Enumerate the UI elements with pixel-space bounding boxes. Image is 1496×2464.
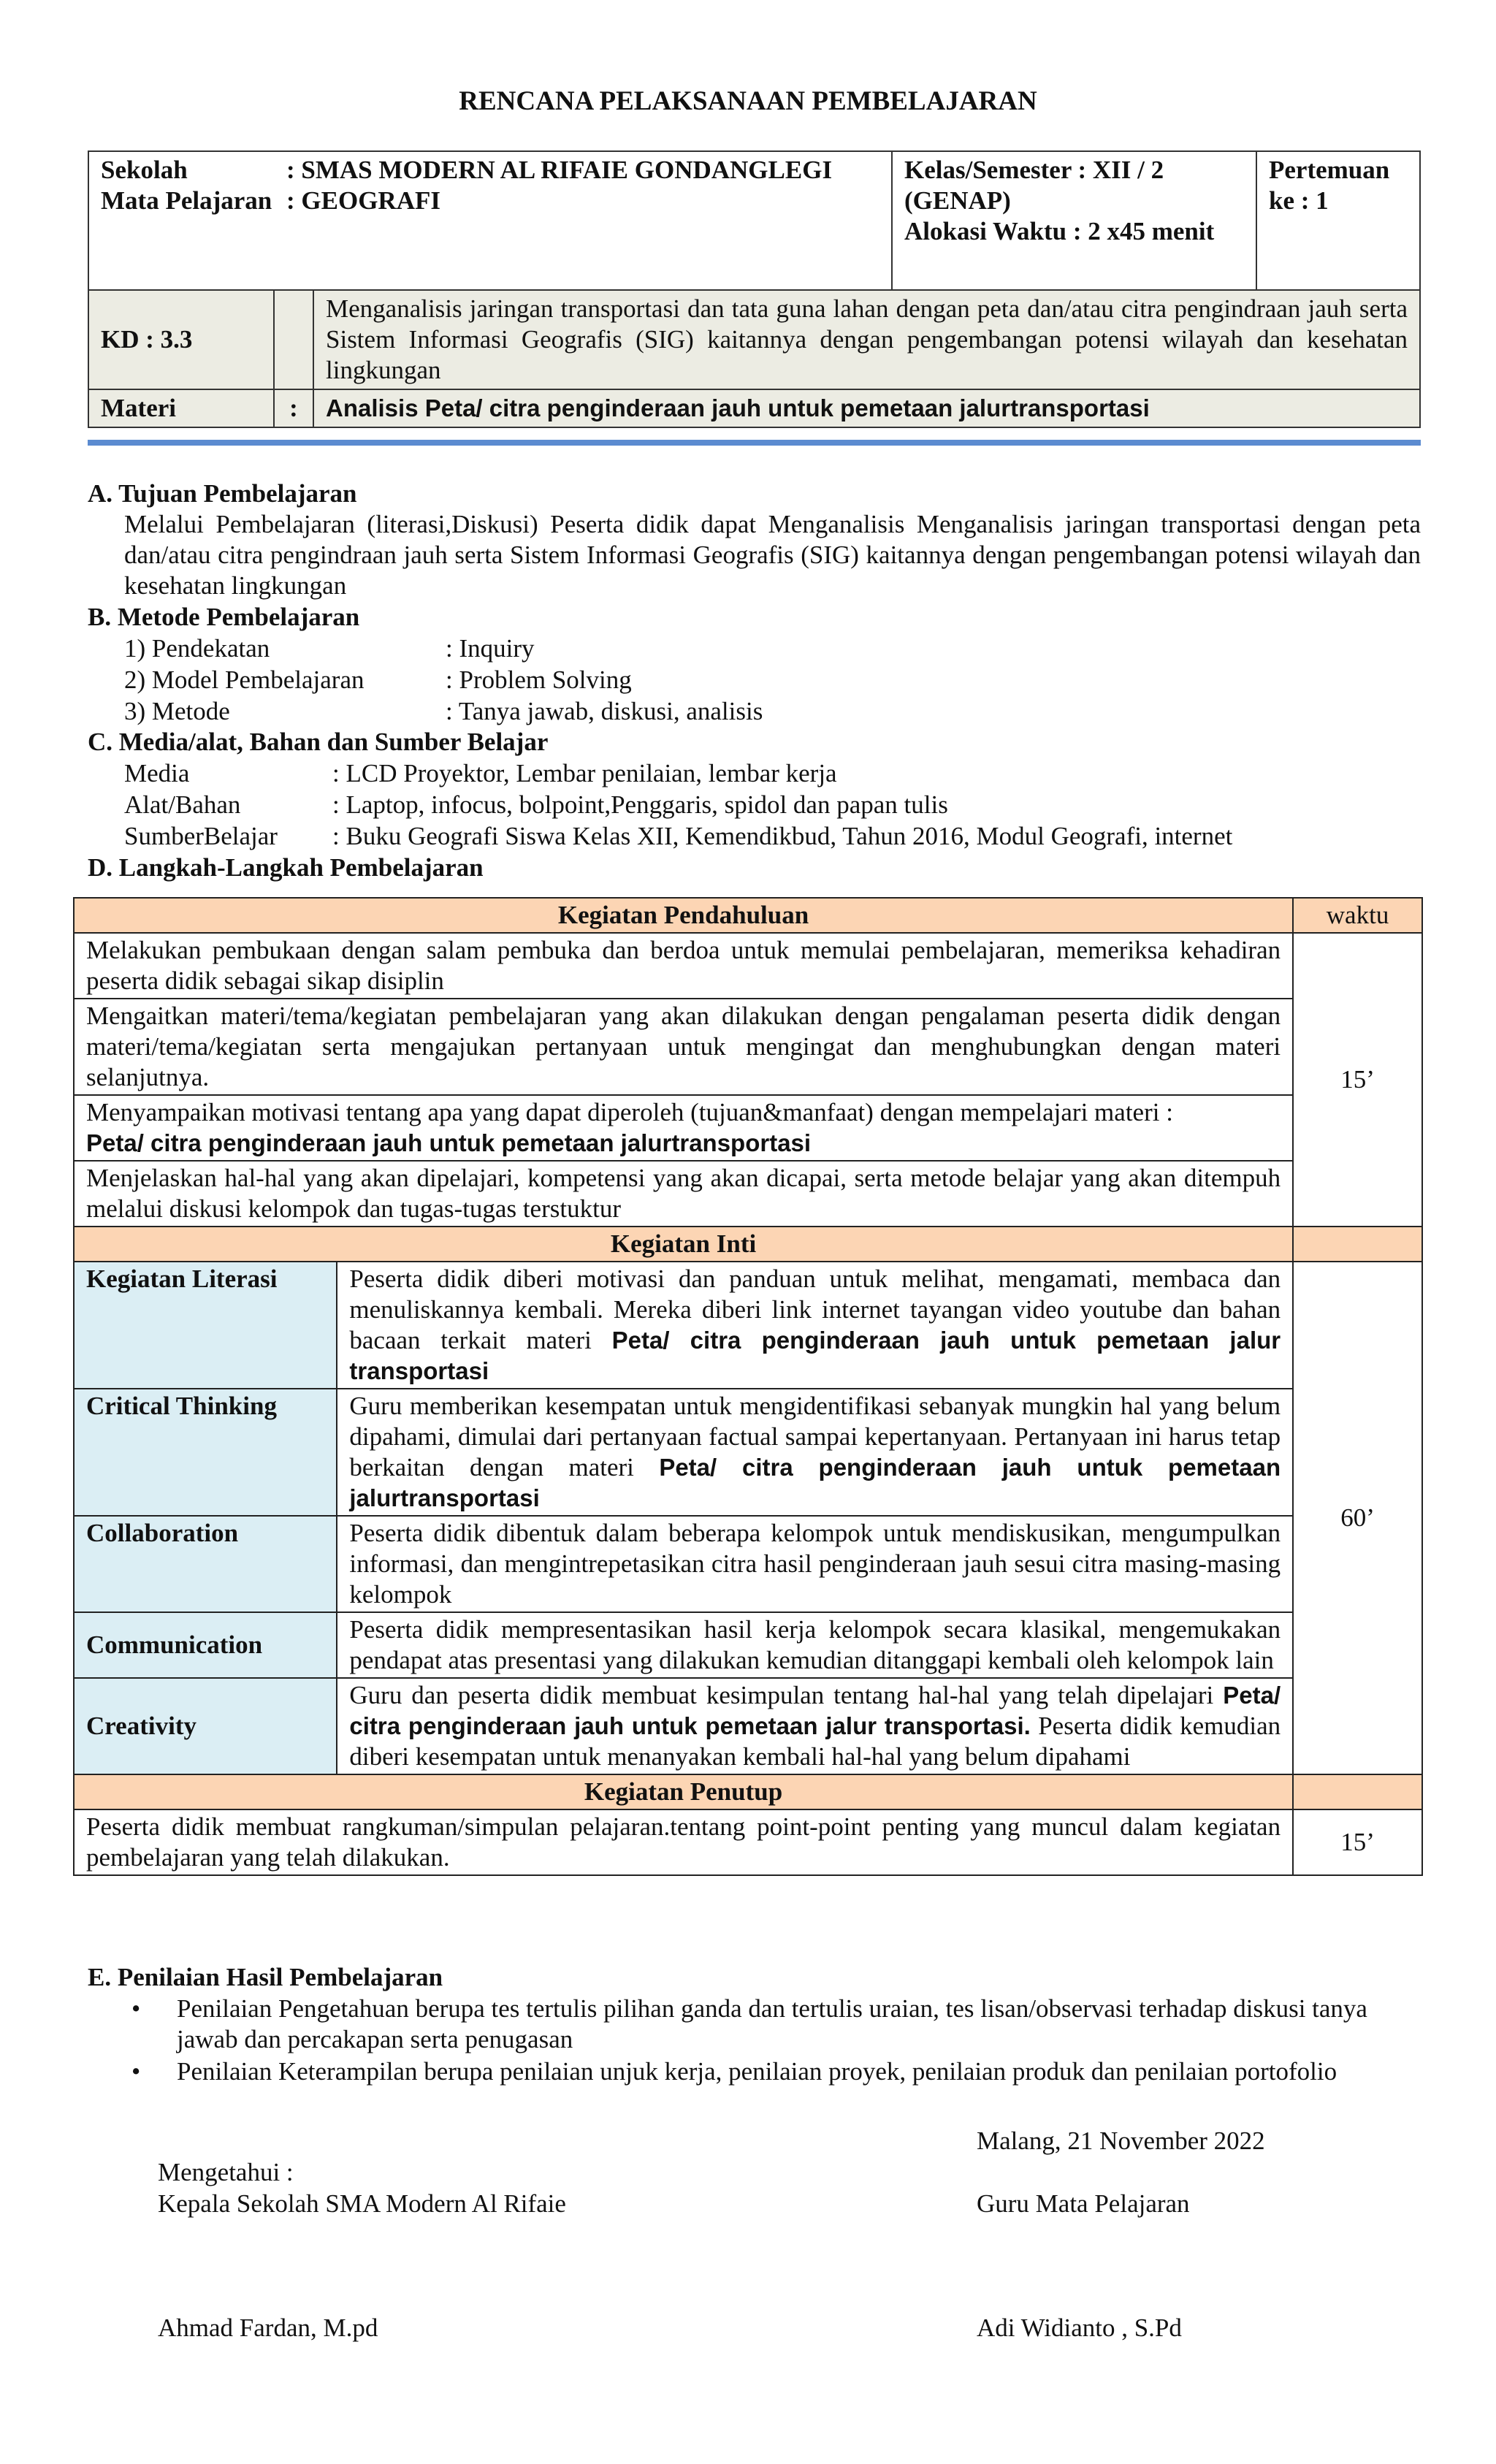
inti-text-body: Peserta didik diberi motivasi dan panduan untuk melihat, mengamati, membaca dan menuliskannya kembali. Mereka diberi link internet tayangan video youtube dan bahan bacaan terkait materi xyxy=(349,1265,1281,1354)
inti-label: Critical Thinking xyxy=(74,1389,337,1516)
waktu-header: waktu xyxy=(1293,898,1422,933)
penutup-header: Kegiatan Penutup xyxy=(74,1774,1293,1809)
pendahuluan-row: Melakukan pembukaan dengan salam pembuka dan berdoa untuk memulai pembelajaran, memeriksa kehadiran peserta didik sebagai sikap disiplin xyxy=(74,933,1293,999)
inti-text: Peserta didik mempresentasikan hasil kerja kelompok secara klasikal, mengemukakan pendapat atas presentasi yang dilakukan kemudian ditanggapi kembali oleh kelompok lain xyxy=(337,1612,1293,1678)
inti-label: Creativity xyxy=(74,1678,337,1774)
inti-text-body: Guru dan peserta didik membuat kesimpulan tentang hal-hal yang telah dipelajari xyxy=(349,1681,1214,1709)
penutup-text: Peserta didik membuat rangkuman/simpulan pelajaran.tentang point-point penting yang muncul dalam kegiatan pembelajaran yang telah dilakukan. xyxy=(74,1809,1293,1875)
media-item-value: : LCD Proyektor, Lembar penilaian, lembar kerja xyxy=(332,759,837,787)
metode-item-label: 3) Metode xyxy=(124,697,230,725)
guru-name: Adi Widianto , S.Pd xyxy=(977,2314,1182,2342)
pendahuluan-row: Menjelaskan hal-hal yang akan dipelajari, kompetensi yang akan dicapai, serta metode belajar yang akan ditempuh melalui diskusi kelompok dan tugas-tugas terstuktur xyxy=(74,1161,1293,1227)
media-item-value: : Buku Geografi Siswa Kelas XII, Kemendikbud, Tahun 2016, Modul Geografi, internet xyxy=(332,822,1233,850)
inti-header: Kegiatan Inti xyxy=(74,1227,1293,1262)
media-item-label: Alat/Bahan xyxy=(124,790,241,819)
pendahuluan-row xyxy=(74,1095,1293,1161)
inti-time: 60’ xyxy=(1293,1262,1422,1774)
media-item-value: : Laptop, infocus, bolpoint,Penggaris, spidol dan papan tulis xyxy=(332,790,948,819)
inti-label: Communication xyxy=(74,1612,337,1678)
metode-item-value: : Tanya jawab, diskusi, analisis xyxy=(446,697,763,725)
pendahuluan-time: 15’ xyxy=(1293,933,1422,1227)
section-b-heading: B. Metode Pembelajaran xyxy=(88,603,360,631)
pendahuluan-header: Kegiatan Pendahuluan xyxy=(74,898,1293,933)
media-item-label: SumberBelajar xyxy=(124,822,278,850)
steps-table xyxy=(73,897,1423,1876)
penutup-header-time xyxy=(1293,1774,1422,1809)
section-c-heading: C. Media/alat, Bahan dan Sumber Belajar xyxy=(88,728,549,756)
alokasi-waktu: Alokasi Waktu : 2 x45 menit xyxy=(904,217,1215,245)
inti-text-body: Guru memberikan kesempatan untuk mengidentifikasi sebanyak mungkin hal yang belum dipahami, dimulai dari pertanyaan factual sampai kepertanyaan. Pertanyaan ini harus tetap berkaitan dengan materi xyxy=(349,1392,1281,1481)
header-table xyxy=(88,150,1421,428)
section-a-heading: A. Tujuan Pembelajaran xyxy=(88,479,357,508)
inti-text-bold: Peta/ citra penginderaan jauh untuk pemetaan jalurtransportasi xyxy=(349,1454,1281,1511)
sekolah-label: Sekolah xyxy=(101,156,188,184)
section-d-heading: D. Langkah-Langkah Pembelajaran xyxy=(88,853,484,882)
kd-spacer xyxy=(274,290,313,389)
kelas-cell xyxy=(892,151,1256,290)
section-a-text: Melalui Pembelajaran (literasi,Diskusi) Peserta didik dapat Menganalisis Menganalisis jaringan transportasi dengan peta dan/atau citra pengindraan jauh serta Sistem Informasi Geografis (SIG) kaitannya dengan pengembangan potensi wilayah dan kesehatan lingkungan xyxy=(124,510,1421,600)
guru-title: Guru Mata Pelajaran xyxy=(977,2189,1190,2218)
bullet-icon: • xyxy=(131,2057,141,2086)
kd-label: KD : 3.3 xyxy=(88,290,274,389)
school-info-cell xyxy=(88,151,892,290)
page-title: RENCANA PELAKSANAAN PEMBELAJARAN xyxy=(459,86,1037,116)
pertemuan-value: ke : 1 xyxy=(1269,186,1329,215)
metode-item-label: 1) Pendekatan xyxy=(124,634,270,663)
header-accent-bar xyxy=(88,440,1421,446)
inti-text xyxy=(337,1262,1293,1389)
inti-text xyxy=(337,1678,1293,1774)
penilaian-item: Penilaian Pengetahuan berupa tes tertulis pilihan ganda dan tertulis uraian, tes lisan/observasi terhadap diskusi tanya jawab dan percakapan serta penugasan xyxy=(177,1994,1367,2053)
inti-header-time xyxy=(1293,1227,1422,1262)
inti-text xyxy=(337,1389,1293,1516)
pertemuan-label: Pertemuan xyxy=(1269,156,1390,184)
inti-text-bold: Peta/ citra penginderaan jauh untuk pemetaan jalur transportasi. xyxy=(349,1682,1281,1739)
kd-text: Menganalisis jaringan transportasi dan tata guna lahan dengan peta dan/atau citra pengindraan jauh serta Sistem Informasi Geografis (SIG) kaitannya dengan pengembangan potensi wilayah dan kesehatan lingkungan xyxy=(313,290,1420,389)
sekolah-value: : SMAS MODERN AL RIFAIE GONDANGLEGI xyxy=(286,156,833,184)
pendahuluan-row: Mengaitkan materi/tema/kegiatan pembelajaran yang akan dilakukan dengan pengalaman peserta didik dengan materi/tema/kegiatan serta mengajukan pertanyaan untuk mengingat dan menghubungkan dengan materi selanjutnya. xyxy=(74,999,1293,1095)
mapel-value: : GEOGRAFI xyxy=(286,186,440,215)
mapel-label: Mata Pelajaran xyxy=(101,186,272,215)
media-item-label: Media xyxy=(124,759,190,787)
mengetahui-label: Mengetahui : xyxy=(158,2158,294,2186)
pendahuluan-row-text: Menyampaikan motivasi tentang apa yang dapat diperoleh (tujuan&manfaat) dengan mempelajari materi : xyxy=(86,1098,1173,1126)
materi-colon: : xyxy=(274,389,313,427)
pertemuan-cell xyxy=(1256,151,1420,290)
bullet-icon: • xyxy=(131,1994,141,2023)
materi-label: Materi xyxy=(88,389,274,427)
place-date: Malang, 21 November 2022 xyxy=(977,2127,1265,2155)
kelas-semester-genap: (GENAP) xyxy=(904,186,1011,215)
pendahuluan-row-bold: Peta/ citra penginderaan jauh untuk pemetaan jalurtransportasi xyxy=(86,1129,812,1156)
section-e-heading: E. Penilaian Hasil Pembelajaran xyxy=(88,1963,443,1991)
penutup-time: 15’ xyxy=(1293,1809,1422,1875)
inti-label: Kegiatan Literasi xyxy=(74,1262,337,1389)
kelas-semester: Kelas/Semester : XII / 2 xyxy=(904,156,1164,184)
inti-text-bold: Peta/ citra penginderaan jauh untuk pemetaan jalur transportasi xyxy=(349,1327,1281,1384)
kepala-sekolah-title: Kepala Sekolah SMA Modern Al Rifaie xyxy=(158,2189,566,2218)
metode-item-value: : Inquiry xyxy=(446,634,535,663)
inti-label: Collaboration xyxy=(74,1516,337,1612)
materi-text: Analisis Peta/ citra penginderaan jauh untuk pemetaan jalurtransportasi xyxy=(313,389,1420,427)
metode-item-label: 2) Model Pembelajaran xyxy=(124,665,365,694)
inti-text-after: Peserta didik kemudian diberi kesempatan untuk menanyakan kembali hal-hal yang belum dipahami xyxy=(349,1712,1281,1771)
kepala-sekolah-name: Ahmad Fardan, M.pd xyxy=(158,2314,378,2342)
inti-text: Peserta didik dibentuk dalam beberapa kelompok untuk mendiskusikan, mengumpulkan informasi, dan mengintrepetasikan citra hasil penginderaan jauh sesui citra masing-masing kelompok xyxy=(337,1516,1293,1612)
metode-item-value: : Problem Solving xyxy=(446,665,632,694)
penilaian-item: Penilaian Keterampilan berupa penilaian unjuk kerja, penilaian proyek, penilaian produk dan penilaian portofolio xyxy=(177,2057,1337,2086)
